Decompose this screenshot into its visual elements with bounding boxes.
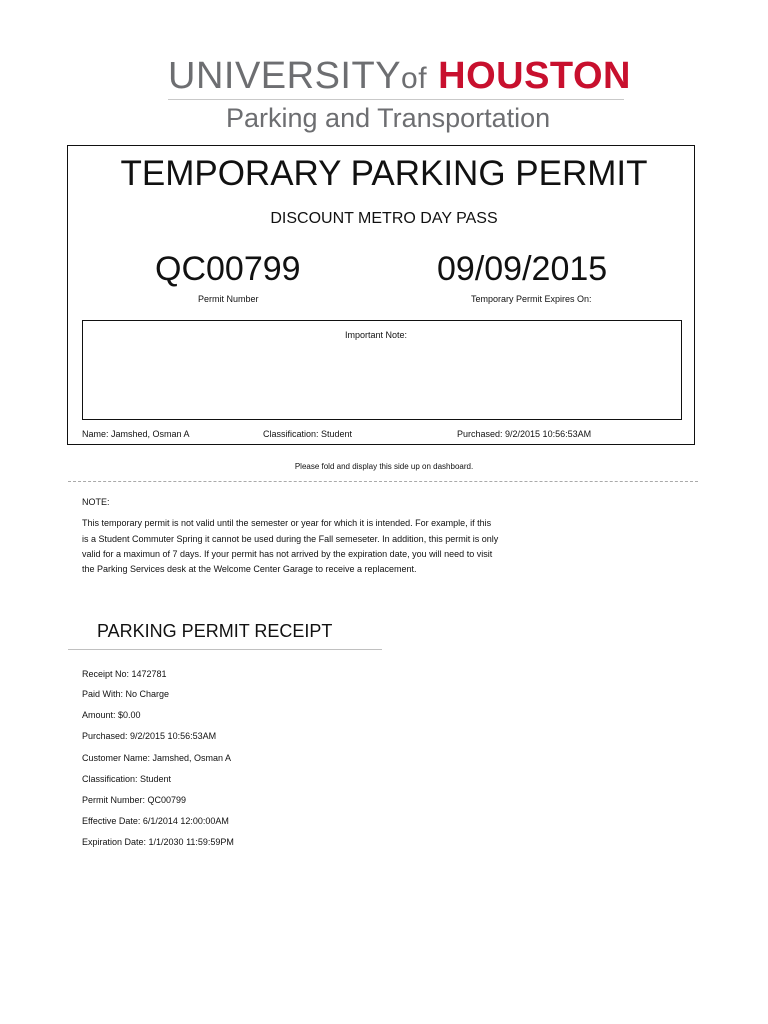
permit-number: QC00799	[155, 250, 301, 288]
permit-number-label: Permit Number	[198, 294, 259, 304]
receipt-expiration-date: Expiration Date: 1/1/2030 11:59:59PM	[82, 837, 234, 847]
logo-houston-text: HOUSTON	[438, 55, 631, 97]
note-line: is a Student Commuter Spring it cannot be used during the Fall semeseter. In addition, this permit is only	[82, 534, 499, 544]
logo-university-text: UNIVERSITY	[168, 55, 402, 97]
university-logo	[168, 55, 631, 97]
receipt-customer-name: Customer Name: Jamshed, Osman A	[82, 753, 232, 763]
receipt-divider	[68, 649, 382, 650]
receipt-title: PARKING PERMIT RECEIPT	[97, 621, 333, 641]
permit-title: TEMPORARY PARKING PERMIT	[120, 154, 648, 193]
logo-divider	[168, 99, 624, 100]
permit-type: DISCOUNT METRO DAY PASS	[270, 210, 498, 227]
receipt-effective-date: Effective Date: 6/1/2014 12:00:00AM	[82, 816, 229, 826]
important-note-label: Important Note:	[345, 330, 408, 340]
receipt-amount: Amount: $0.00	[82, 710, 141, 720]
note-line: the Parking Services desk at the Welcome Center Garage to receive a replacement.	[82, 564, 417, 574]
receipt-number: Receipt No: 1472781	[82, 669, 167, 679]
permit-expiry-date: 09/09/2015	[437, 250, 608, 288]
note-line: valid for a maximun of 7 days. If your permit has not arrived by the expiration date, you will need to visit	[82, 549, 493, 559]
fold-line	[68, 481, 698, 482]
receipt-paid-with: Paid With: No Charge	[82, 689, 170, 699]
holder-classification: Classification: Student	[263, 429, 353, 439]
logo-of-text: of	[401, 62, 428, 95]
receipt-classification: Classification: Student	[82, 774, 172, 784]
fold-instruction: Please fold and display this side up on dashboard.	[294, 462, 474, 471]
permit-expiry-label: Temporary Permit Expires On:	[471, 294, 592, 304]
receipt-permit-number: Permit Number: QC00799	[82, 795, 187, 805]
note-heading: NOTE:	[82, 497, 110, 507]
receipt-purchased: Purchased: 9/2/2015 10:56:53AM	[82, 731, 217, 741]
holder-name: Name: Jamshed, Osman A	[82, 429, 190, 439]
note-line: This temporary permit is not valid until the semester or year for which it is intended. For example, if this	[82, 518, 492, 528]
purchase-timestamp: Purchased: 9/2/2015 10:56:53AM	[457, 429, 592, 439]
department-name: Parking and Transportation	[226, 103, 551, 133]
